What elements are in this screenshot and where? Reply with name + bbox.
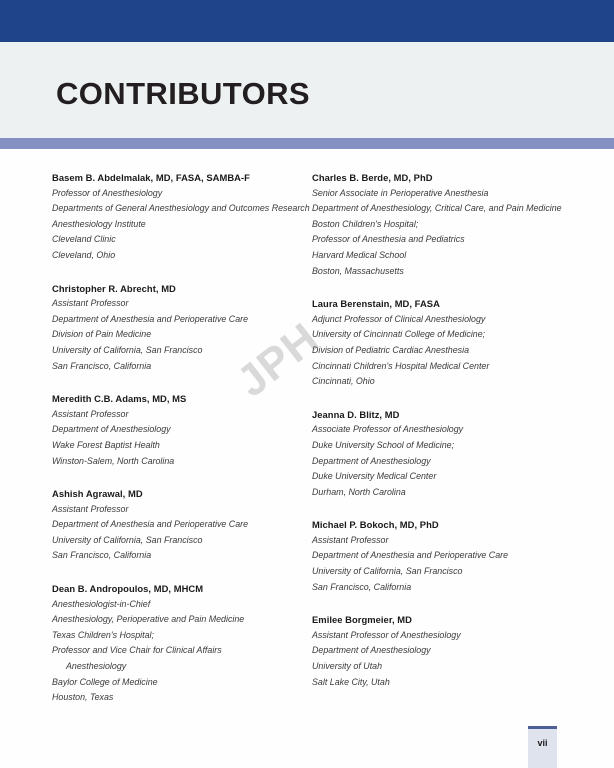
contributor-name: Meredith C.B. Adams, MD, MS [52,393,187,405]
contributor-affiliation-line: Senior Associate in Perioperative Anesthesia [312,187,489,198]
contributor-affiliation-line: Associate Professor of Anesthesiology [312,424,464,435]
contributor-entry [312,612,596,690]
contributor-affiliation-line: Department of Anesthesia and Perioperative Care [52,519,249,530]
contributor-affiliation-line: Departments of General Anesthesiology and Outcomes Research [52,203,310,214]
contributor-affiliation-line: Houston, Texas [52,692,114,703]
contributor-affiliation-line: Durham, North Carolina [312,486,406,497]
contributor-affiliation-line: University of California, San Francisco [312,566,463,577]
contributor-affiliation-line: University of Utah [312,661,383,672]
contributor-name: Basem B. Abdelmalak, MD, FASA, SAMBA-F [52,172,250,183]
contributor-entry [52,581,299,706]
contributor-affiliation-line: Cleveland, Ohio [52,249,116,260]
contributor-affiliation-line: Department of Anesthesia and Perioperative Care [52,313,249,324]
contributor-affiliation-line: University of California, San Francisco [52,344,203,355]
contributor-affiliation-line: Cincinnati Children's Hospital Medical Center [312,360,490,371]
contributor-entry [312,517,596,595]
contributor-entry [52,391,299,469]
contributor-affiliation-line: Assistant Professor [52,503,129,514]
contributor-affiliation-line: Professor and Vice Chair for Clinical Affairs [52,645,222,656]
contributor-affiliation-line: Duke University School of Medicine; [312,439,455,450]
contributor-affiliation-line: Anesthesiologist-in-Chief [52,598,151,609]
contributor-affiliation-line: Division of Pediatric Cardiac Anesthesia [312,344,470,355]
contributor-affiliation-line: Adjunct Professor of Clinical Anesthesiology [312,313,486,324]
contributor-affiliation-line: Department of Anesthesiology [312,645,431,656]
contributor-affiliation-line: Department of Anesthesiology, Critical Care, and Pain Medicine [312,203,562,214]
contributor-affiliation-line: Baylor College of Medicine [52,676,158,687]
contributor-affiliation-line: University of California, San Francisco [52,534,203,545]
contributor-affiliation-line: Wake Forest Baptist Health [52,439,160,450]
contributor-name: Christopher R. Abrecht, MD [52,282,176,294]
page-folio [528,726,557,768]
page-title: CONTRIBUTORS [56,75,310,111]
header-accent-rule [0,138,614,149]
contributor-entry [312,296,596,390]
contributor-affiliation-line: Duke University Medical Center [312,471,437,482]
contributor-affiliation-line: Anesthesiology Institute [52,218,146,229]
contributor-affiliation-line: Department of Anesthesiology [312,455,431,466]
contributor-entry [52,170,310,264]
contributor-entry [52,486,299,564]
contributors-column-left [0,170,310,723]
contributors-column-right [305,170,614,723]
contributor-affiliation-line: Winston-Salem, North Carolina [52,455,175,466]
contributor-name: Jeanna D. Blitz, MD [312,408,400,420]
contributor-affiliation-line: San Francisco, California [52,360,152,371]
contributor-affiliation-line: Department of Anesthesiology [52,424,171,435]
contributors-content [0,170,614,723]
contributor-affiliation-line: Professor of Anesthesia and Pediatrics [312,234,465,245]
contributor-name: Laura Berenstain, MD, FASA [312,298,440,310]
contributor-affiliation-line: Boston, Massachusetts [312,265,404,276]
contributor-affiliation-line: Cincinnati, Ohio [312,376,375,387]
contributor-affiliation-line: Texas Children's Hospital; [52,629,154,640]
contributor-affiliation-line: Professor of Anesthesiology [52,187,163,198]
contributor-affiliation-line: San Francisco, California [312,581,412,592]
contributor-affiliation-line: Assistant Professor [312,534,389,545]
contributor-affiliation-line: University of Cincinnati College of Medicine; [312,329,486,340]
contributor-affiliation-line: Anesthesiology, Perioperative and Pain Medicine [52,614,245,625]
contributor-name: Dean B. Andropoulos, MD, MHCM [52,583,204,595]
contributor-affiliation-line: San Francisco, California [52,550,152,561]
contributor-affiliation-line: Division of Pain Medicine [52,329,152,340]
page-number: vii [537,738,548,748]
contributor-affiliation-line: Cleveland Clinic [52,234,116,245]
contributor-affiliation-line: Harvard Medical School [312,249,407,260]
contributor-affiliation-line: Salt Lake City, Utah [312,676,390,687]
contributor-affiliation-line: Assistant Professor [52,298,129,309]
watermark: JPH [228,313,328,407]
contributor-affiliation-line: Department of Anesthesia and Perioperative Care [312,550,509,561]
contributor-entry [312,170,596,279]
contributor-affiliation-line: Anesthesiology [66,661,127,672]
contributor-affiliation-line: Assistant Professor [52,408,129,419]
contributor-name: Michael P. Bokoch, MD, PhD [312,519,439,531]
contributor-name: Charles B. Berde, MD, PhD [312,172,433,183]
contributor-name: Emilee Borgmeier, MD [312,614,412,626]
contributor-entry [312,407,596,501]
contributor-name: Ashish Agrawal, MD [52,488,143,500]
contributor-entry [52,281,299,375]
contributor-affiliation-line: Boston Children's Hospital; [312,218,419,229]
contributor-affiliation-line: Assistant Professor of Anesthesiology [312,629,461,640]
header-top-rule [0,0,614,42]
